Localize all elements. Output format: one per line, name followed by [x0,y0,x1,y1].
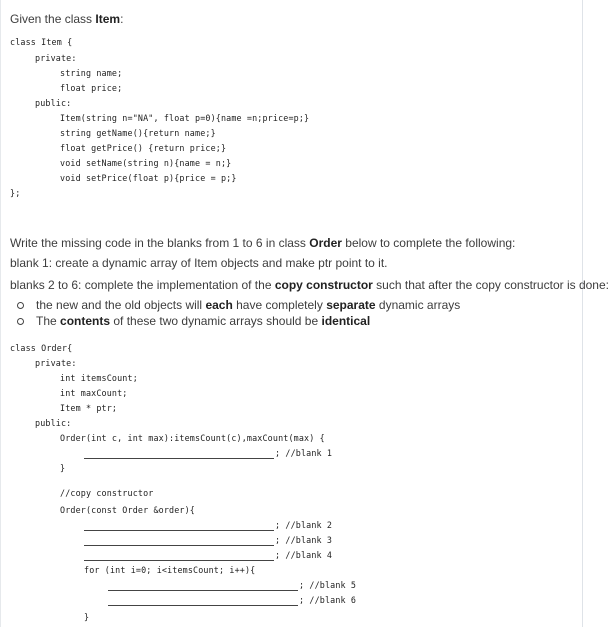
bullet-icon [17,318,24,325]
bullet-item: The contents of these two dynamic arrays should be identical [36,314,371,328]
order-code-line: } [84,612,90,622]
blank-5-field[interactable] [108,590,298,591]
code-comment: //copy constructor [60,488,154,498]
order-code-line: private: [35,358,77,368]
order-code-line: int maxCount; [60,388,128,398]
blank1-description: blank 1: create a dynamic array of Item objects and make ptr point to it. [10,256,388,270]
order-code-line: Order(int c, int max):itemsCount(c),maxCount(max) { [60,433,325,443]
blank-4-field[interactable] [84,560,274,561]
order-code-line: class Order{ [10,343,73,353]
blank-4-label: ; //blank 4 [275,550,333,560]
blank-3-label: ; //blank 3 [275,535,333,545]
item-code-line: void setName(string n){name = n;} [60,158,232,168]
bullet-icon [17,302,24,309]
blank-2-label: ; //blank 2 [275,520,333,530]
blank-2-field[interactable] [84,530,274,531]
blank-6-label: ; //blank 6 [299,595,357,605]
item-code-line: float price; [60,83,123,93]
order-code-line: Order(const Order &order){ [60,505,195,515]
item-code-line: }; [10,188,21,198]
blank-6-field[interactable] [108,605,298,606]
item-code-line: void setPrice(float p){price = p;} [60,173,237,183]
bullet-item: the new and the old objects will each have completely separate dynamic arrays [36,298,461,312]
item-code-line: float getPrice() {return price;} [60,143,227,153]
order-code-line: public: [35,418,72,428]
item-code-line: string name; [60,68,123,78]
item-code-line: class Item { [10,37,73,47]
order-code-line: } [60,463,66,473]
blank-1-field[interactable] [84,458,274,459]
item-code-line: public: [35,98,72,108]
item-code-line: string getName(){return name;} [60,128,216,138]
order-code-line: Item * ptr; [60,403,118,413]
blank-5-label: ; //blank 5 [299,580,357,590]
instruction-line: Write the missing code in the blanks from 1 to 6 in class Order below to complete the following: [10,236,516,250]
intro-text: Given the class Item: [10,12,124,26]
order-code-line: for (int i=0; i<itemsCount; i++){ [84,565,256,575]
item-code-line: Item(string n="NA", float p=0){name =n;price=p;} [60,113,310,123]
item-code-line: private: [35,53,77,63]
order-code-line: int itemsCount; [60,373,138,383]
blanks-2-6-description: blanks 2 to 6: complete the implementation of the copy constructor such that after the copy constructor is done: [10,278,609,292]
blank-3-field[interactable] [84,545,274,546]
blank-1-label: ; //blank 1 [275,448,333,458]
